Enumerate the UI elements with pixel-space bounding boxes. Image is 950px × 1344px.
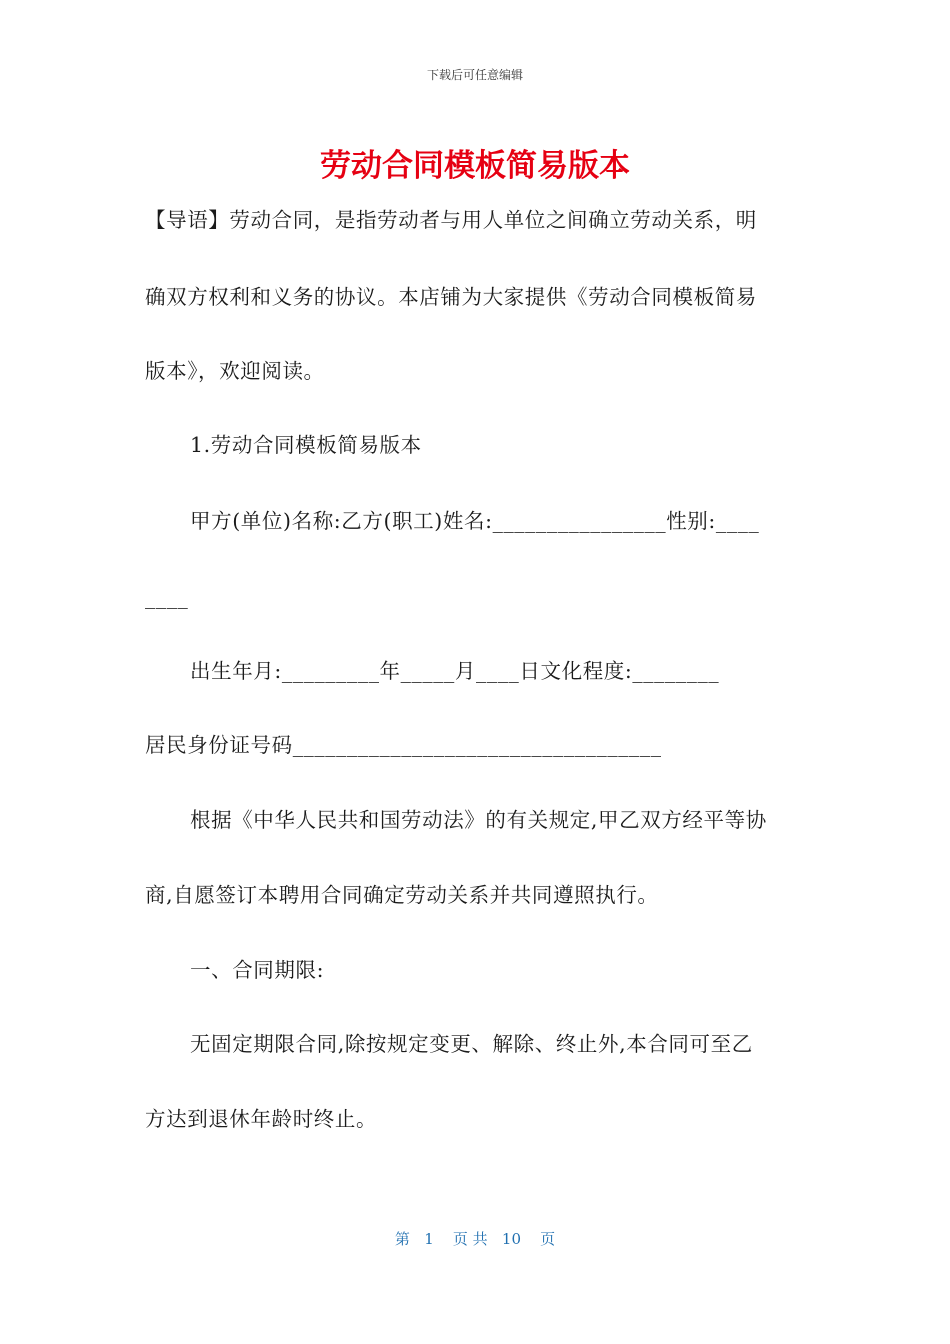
document-title: 劳动合同模板简易版本 xyxy=(320,148,630,184)
birth-line: 出生年月:_________年_____月____日文化程度:________ xyxy=(190,659,720,683)
party-line-2: ____ xyxy=(145,585,189,609)
term-heading: 一、合同期限: xyxy=(190,958,325,982)
intro-line-3: 版本》，欢迎阅读。 xyxy=(145,359,325,383)
page-footer: 第 1 页 共 10 页 xyxy=(394,1230,556,1248)
term-line-2: 方达到退休年龄时终止。 xyxy=(145,1107,378,1131)
basis-line-2: 商,自愿签订本聘用合同确定劳动关系并共同遵照执行。 xyxy=(145,883,659,907)
intro-line-1: 【导语】劳动合同，是指劳动者与用人单位之间确立劳动关系，明 xyxy=(145,208,757,232)
intro-line-2: 确双方权利和义务的协议。本店铺为大家提供《劳动合同模板简易 xyxy=(145,285,757,309)
party-line-1: 甲方(单位)名称:乙方(职工)姓名:________________性别:____ xyxy=(190,509,760,533)
section-heading: 1.劳动合同模板简易版本 xyxy=(190,433,422,457)
id-number-line: 居民身份证号码__________________________________ xyxy=(145,733,662,757)
basis-line-1: 根据《中华人民共和国劳动法》的有关规定,甲乙双方经平等协 xyxy=(190,808,767,832)
header-note: 下载后可任意编辑 xyxy=(426,68,523,82)
term-line-1: 无固定期限合同,除按规定变更、解除、终止外,本合同可至乙 xyxy=(190,1032,753,1056)
